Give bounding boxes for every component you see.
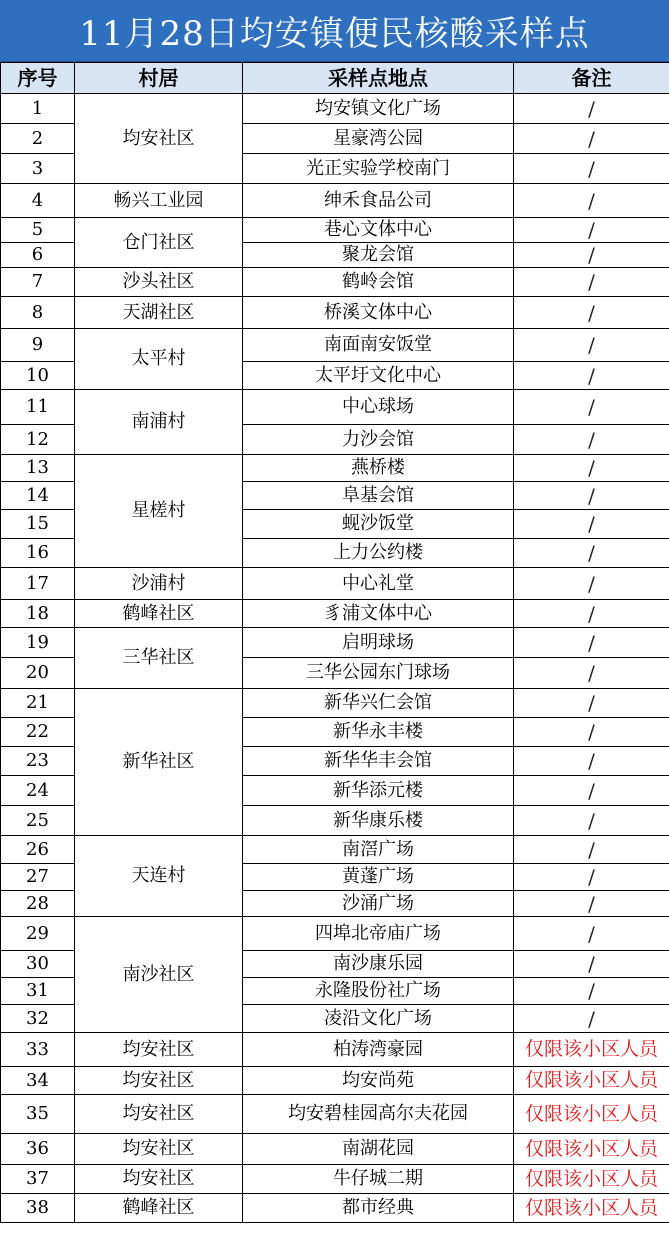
site-cell: 四埠北帝庙广场	[243, 917, 514, 951]
note-cell: /	[514, 297, 669, 329]
table-row	[1, 689, 669, 718]
site-cell: 凌沿文化广场	[243, 1005, 514, 1033]
note-cell: /	[514, 362, 669, 390]
note-cell: /	[514, 154, 669, 184]
table-header-row	[1, 63, 669, 94]
site-cell: 永隆股份社广场	[243, 978, 514, 1005]
site-cell: 南沙康乐园	[243, 951, 514, 978]
row-number: 37	[1, 1165, 75, 1194]
village-cell: 沙头社区	[75, 268, 243, 297]
row-number: 30	[1, 951, 75, 978]
table-row	[1, 1095, 669, 1134]
site-cell: 三华公园东门球场	[243, 658, 514, 689]
site-cell: 桥溪文体中心	[243, 297, 514, 329]
note-cell: /	[514, 658, 669, 689]
table-row	[1, 1134, 669, 1165]
note-cell: /	[514, 510, 669, 539]
note-cell: /	[514, 243, 669, 268]
village-cell: 新华社区	[75, 689, 243, 836]
row-number: 8	[1, 297, 75, 329]
row-number: 27	[1, 864, 75, 891]
row-number: 23	[1, 747, 75, 776]
note-cell: /	[514, 124, 669, 154]
site-cell: 都市经典	[243, 1194, 514, 1223]
site-cell: 均安碧桂园高尔夫花园	[243, 1095, 514, 1134]
village-cell: 三华社区	[75, 628, 243, 689]
site-cell: 启明球场	[243, 628, 514, 658]
row-number: 2	[1, 124, 75, 154]
row-number: 34	[1, 1067, 75, 1095]
row-number: 36	[1, 1134, 75, 1165]
row-number: 31	[1, 978, 75, 1005]
note-cell: 仅限该小区人员	[514, 1033, 669, 1067]
header-village: 村居	[75, 63, 243, 94]
table-row	[1, 455, 669, 482]
table-row	[1, 268, 669, 297]
header-site: 采样点地点	[243, 63, 514, 94]
site-cell: 沙涌广场	[243, 891, 514, 917]
row-number: 38	[1, 1194, 75, 1223]
note-cell: 仅限该小区人员	[514, 1194, 669, 1223]
row-number: 21	[1, 689, 75, 718]
note-cell: /	[514, 951, 669, 978]
village-cell: 南浦村	[75, 390, 243, 455]
site-cell: 光正实验学校南门	[243, 154, 514, 184]
note-cell: /	[514, 891, 669, 917]
table-row	[1, 1033, 669, 1067]
site-cell: 新华康乐楼	[243, 806, 514, 836]
note-cell: /	[514, 425, 669, 455]
row-number: 15	[1, 510, 75, 539]
row-number: 29	[1, 917, 75, 951]
note-cell: /	[514, 864, 669, 891]
site-cell: 新华永丰楼	[243, 718, 514, 747]
page-title: 11月28日均安镇便民核酸采样点	[0, 0, 669, 62]
village-cell: 均安社区	[75, 1033, 243, 1067]
village-cell: 均安社区	[75, 1067, 243, 1095]
table-row	[1, 568, 669, 600]
header-note: 备注	[514, 63, 669, 94]
row-number: 11	[1, 390, 75, 425]
site-cell: 蚬沙饭堂	[243, 510, 514, 539]
table-row	[1, 600, 669, 628]
village-cell: 均安社区	[75, 94, 243, 184]
row-number: 1	[1, 94, 75, 124]
note-cell: /	[514, 1005, 669, 1033]
note-cell: 仅限该小区人员	[514, 1067, 669, 1095]
note-cell: /	[514, 718, 669, 747]
note-cell: /	[514, 539, 669, 568]
row-number: 24	[1, 776, 75, 806]
row-number: 18	[1, 600, 75, 628]
row-number: 25	[1, 806, 75, 836]
village-cell: 鹤峰社区	[75, 1194, 243, 1223]
site-cell: 豸浦文体中心	[243, 600, 514, 628]
site-cell: 力沙会馆	[243, 425, 514, 455]
row-number: 10	[1, 362, 75, 390]
note-cell: 仅限该小区人员	[514, 1165, 669, 1194]
row-number: 7	[1, 268, 75, 297]
note-cell: /	[514, 689, 669, 718]
site-cell: 南湖花园	[243, 1134, 514, 1165]
note-cell: /	[514, 482, 669, 510]
table-row	[1, 184, 669, 218]
site-cell: 星豪湾公园	[243, 124, 514, 154]
table-row	[1, 917, 669, 951]
row-number: 9	[1, 329, 75, 362]
site-cell: 南滘广场	[243, 836, 514, 864]
village-cell: 均安社区	[75, 1134, 243, 1165]
row-number: 12	[1, 425, 75, 455]
site-cell: 均安尚苑	[243, 1067, 514, 1095]
row-number: 26	[1, 836, 75, 864]
table-row	[1, 329, 669, 362]
site-cell: 巷心文体中心	[243, 218, 514, 243]
row-number: 16	[1, 539, 75, 568]
note-cell: /	[514, 268, 669, 297]
row-number: 35	[1, 1095, 75, 1134]
village-cell: 沙浦村	[75, 568, 243, 600]
village-cell: 均安社区	[75, 1165, 243, 1194]
site-cell: 聚龙会馆	[243, 243, 514, 268]
note-cell: /	[514, 94, 669, 124]
village-cell: 均安社区	[75, 1095, 243, 1134]
village-cell: 天连村	[75, 836, 243, 917]
note-cell: /	[514, 218, 669, 243]
site-cell: 新华兴仁会馆	[243, 689, 514, 718]
row-number: 20	[1, 658, 75, 689]
site-cell: 燕桥楼	[243, 455, 514, 482]
site-cell: 太平圩文化中心	[243, 362, 514, 390]
note-cell: /	[514, 600, 669, 628]
table-row	[1, 836, 669, 864]
note-cell: /	[514, 917, 669, 951]
row-number: 5	[1, 218, 75, 243]
note-cell: /	[514, 806, 669, 836]
site-cell: 南面南安饭堂	[243, 329, 514, 362]
village-cell: 畅兴工业园	[75, 184, 243, 218]
table-row	[1, 1194, 669, 1223]
row-number: 14	[1, 482, 75, 510]
table-row	[1, 297, 669, 329]
site-cell: 阜基会馆	[243, 482, 514, 510]
note-cell: /	[514, 747, 669, 776]
row-number: 6	[1, 243, 75, 268]
site-cell: 绅禾食品公司	[243, 184, 514, 218]
note-cell: /	[514, 390, 669, 425]
note-cell: /	[514, 836, 669, 864]
row-number: 32	[1, 1005, 75, 1033]
note-cell: /	[514, 329, 669, 362]
row-number: 17	[1, 568, 75, 600]
site-cell: 中心礼堂	[243, 568, 514, 600]
note-cell: /	[514, 184, 669, 218]
village-cell: 仓门社区	[75, 218, 243, 268]
table-row	[1, 94, 669, 124]
table-row	[1, 1067, 669, 1095]
row-number: 22	[1, 718, 75, 747]
row-number: 13	[1, 455, 75, 482]
note-cell: /	[514, 776, 669, 806]
village-cell: 星槎村	[75, 455, 243, 568]
note-cell: /	[514, 978, 669, 1005]
row-number: 19	[1, 628, 75, 658]
site-cell: 新华添元楼	[243, 776, 514, 806]
note-cell: /	[514, 568, 669, 600]
site-cell: 中心球场	[243, 390, 514, 425]
header-no: 序号	[1, 63, 75, 94]
note-cell: /	[514, 455, 669, 482]
site-cell: 鹤岭会馆	[243, 268, 514, 297]
village-cell: 太平村	[75, 329, 243, 390]
table-row	[1, 628, 669, 658]
site-cell: 均安镇文化广场	[243, 94, 514, 124]
site-cell: 新华华丰会馆	[243, 747, 514, 776]
village-cell: 鹤峰社区	[75, 600, 243, 628]
table-row	[1, 390, 669, 425]
row-number: 3	[1, 154, 75, 184]
site-cell: 上力公约楼	[243, 539, 514, 568]
village-cell: 南沙社区	[75, 917, 243, 1033]
table-row	[1, 218, 669, 243]
site-cell: 柏涛湾豪园	[243, 1033, 514, 1067]
table-row	[1, 1165, 669, 1194]
sampling-sites-table	[0, 62, 669, 1223]
site-cell: 牛仔城二期	[243, 1165, 514, 1194]
row-number: 28	[1, 891, 75, 917]
row-number: 33	[1, 1033, 75, 1067]
village-cell: 天湖社区	[75, 297, 243, 329]
site-cell: 黄蓬广场	[243, 864, 514, 891]
row-number: 4	[1, 184, 75, 218]
note-cell: 仅限该小区人员	[514, 1095, 669, 1134]
note-cell: /	[514, 628, 669, 658]
note-cell: 仅限该小区人员	[514, 1134, 669, 1165]
